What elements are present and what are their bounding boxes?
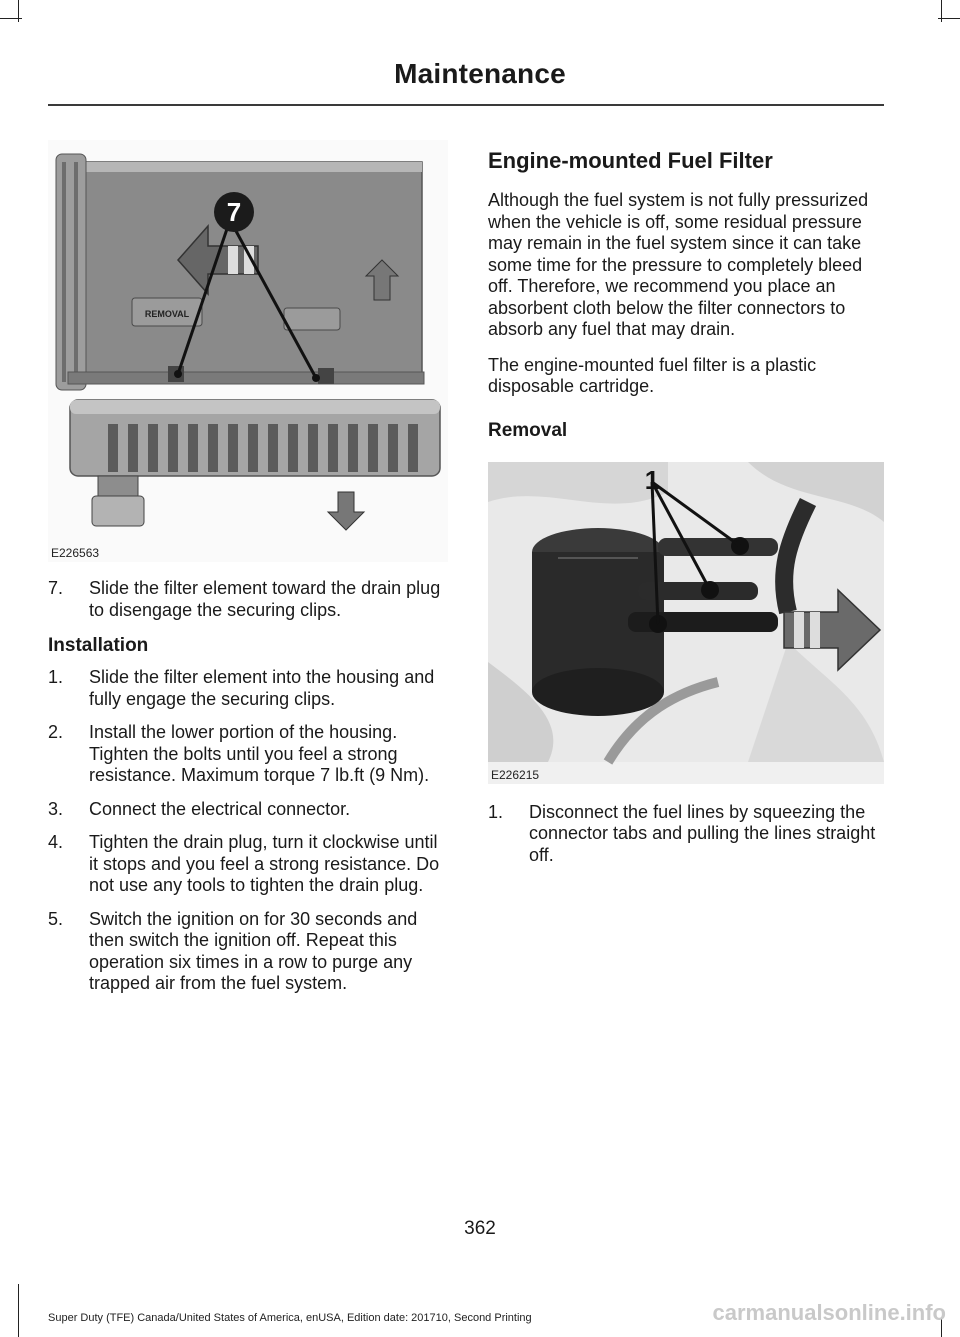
figure-code: E226215 [491,767,540,782]
page-title: Maintenance [394,58,566,89]
step-number: 5. [48,908,64,929]
step-text: Slide the filter element toward the drain plug to disengage the securing clips. [89,578,441,620]
step-number: 7. [48,578,64,598]
step-text: Switch the ignition on for 30 seconds and then switch the ignition off. Repeat this operation six times in a row to purge any trapped air from the fuel system. [89,908,418,993]
step-text: Slide the filter element into the housing and fully engage the securing clips. [89,667,435,709]
footer-text: Super Duty (TFE) Canada/United States of America, enUSA, Edition date: 201710, Second Printing [48,1312,532,1324]
removal-label: REMOVAL [144,309,190,319]
installation-step [48,909,448,995]
figure-code: E226563 [51,546,100,560]
filter-housing-figure [48,140,448,562]
callout-7: 7 [214,192,254,232]
step-number: 2. [48,722,64,742]
installation-step [48,832,448,897]
step-number: 3. [48,798,64,819]
crop-mark [18,1284,19,1337]
step-text: Connect the electrical connector. [89,798,351,819]
crop-mark [0,18,22,19]
step-number: 1. [48,667,64,687]
fuel-filter-figure [488,462,884,784]
fuel-filter-illustration [488,462,884,784]
paragraph: The engine-mounted fuel filter is a plastic disposable cartridge. [488,354,817,396]
paragraph: Although the fuel system is not fully pressurized when the vehicle is off, some residual pressure may remain in the fuel system since it can take some time for the pressure to completely bleed off. Therefore, we recommend you place an absorbent cloth below the filter connectors to absorb any fuel that may drain. [488,190,869,339]
step-text: Install the lower portion of the housing. Tighten the bolts until you feel a strong resistance. Maximum torque 7 lb.ft (9 Nm). [89,722,430,785]
right-column [488,140,884,878]
page-number: 362 [464,1218,496,1239]
section-heading: Engine-mounted Fuel Filter [488,148,773,173]
removal-heading: Removal [488,419,568,441]
installation-step [48,722,448,787]
step-number: 1. [488,801,504,822]
header-divider [48,104,884,106]
step-text: Tighten the drain plug, turn it clockwise until it stops and you feel a strong resistance. Do not use any tools to tighten the drain plug. [89,832,440,895]
step-7 [48,578,448,621]
crop-mark [938,18,960,19]
left-column [48,140,448,1007]
step-text: Disconnect the fuel lines by squeezing the connector tabs and pulling the lines straight off. [529,801,876,865]
installation-heading: Installation [48,635,149,656]
installation-step [48,667,448,710]
installation-step [48,799,448,821]
callout-1: 1 [644,464,660,495]
watermark: carmanualsonline.info [712,1300,946,1325]
step-number: 4. [48,832,64,852]
removal-step [488,802,884,867]
